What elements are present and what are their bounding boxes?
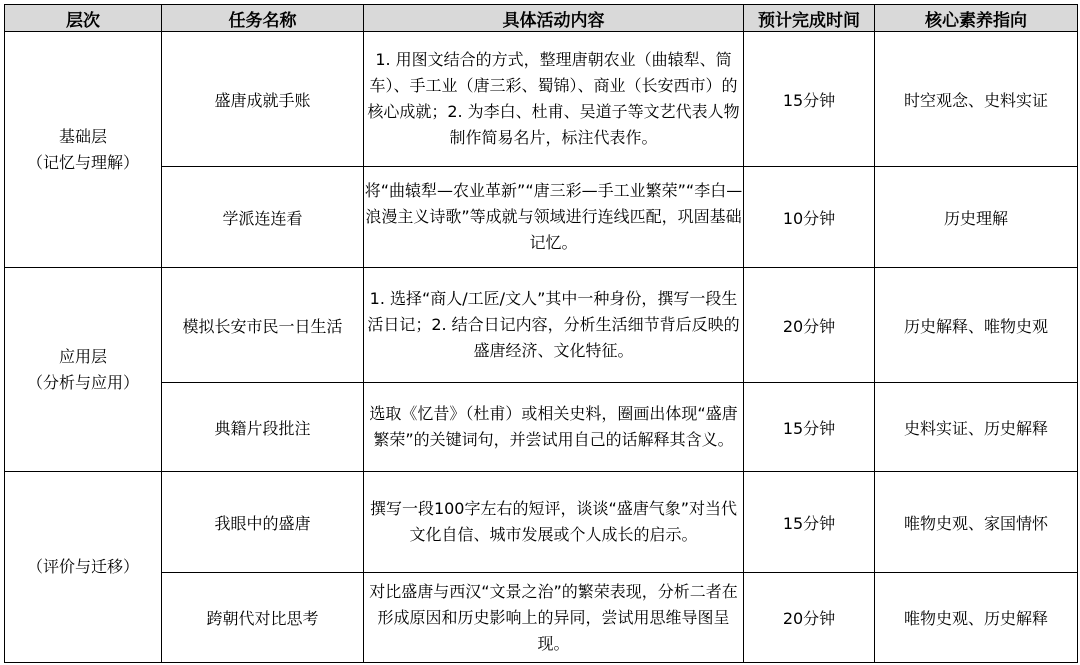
- level-description: （分析与应用）: [26, 372, 139, 392]
- core-literacy-cell: 唯物史观、历史解释: [875, 573, 1078, 663]
- core-literacy-cell: 时空观念、史料实证: [875, 32, 1078, 167]
- estimated-time-cell: 15分钟: [744, 472, 875, 573]
- table-header-row: [5, 5, 1078, 32]
- activity-table: [4, 4, 1078, 663]
- header-estimated-time: 预计完成时间: [744, 5, 875, 32]
- estimated-time-cell: 15分钟: [744, 32, 875, 167]
- table-row: [5, 268, 1078, 383]
- estimated-time-cell: 20分钟: [744, 268, 875, 383]
- level-description: （记忆与理解）: [26, 152, 139, 172]
- task-name-cell: 模拟长安市民一日生活: [162, 268, 364, 383]
- level-name: 基础层: [58, 126, 107, 146]
- header-activity-content: 具体活动内容: [364, 5, 744, 32]
- level-cell-basic: [5, 32, 162, 268]
- table-row: [5, 167, 1078, 268]
- estimated-time-cell: 20分钟: [744, 573, 875, 663]
- level-description: （评价与迁移）: [26, 557, 139, 576]
- activity-content-cell: 将“曲辕犁—农业革新”“唐三彩—手工业繁荣”“李白—浪漫主义诗歌”等成就与领域进行连线匹配，巩固基础记忆。: [364, 167, 744, 268]
- table-row: [5, 32, 1078, 167]
- core-literacy-cell: 历史理解: [875, 167, 1078, 268]
- task-name-cell: 我眼中的盛唐: [162, 472, 364, 573]
- activity-content-cell: 1. 选择“商人/工匠/文人”其中一种身份，撰写一段生活日记；2. 结合日记内容，分析生活细节背后反映的盛唐经济、文化特征。: [364, 268, 744, 383]
- table-row: [5, 383, 1078, 472]
- activity-content-cell: 选取《忆昔》（杜甫）或相关史料，圈画出体现“盛唐繁荣”的关键词句，并尝试用自己的话解释其含义。: [364, 383, 744, 472]
- task-name-cell: 盛唐成就手账: [162, 32, 364, 167]
- task-name-cell: 典籍片段批注: [162, 383, 364, 472]
- header-task-name: 任务名称: [162, 5, 364, 32]
- activity-content-cell: 1. 用图文结合的方式，整理唐朝农业（曲辕犁、筒车）、手工业（唐三彩、蜀锦）、商业（长安西市）的核心成就；2. 为李白、杜甫、吴道子等文艺代表人物制作简易名片，标注代表作。: [364, 32, 744, 167]
- task-name-cell: 跨朝代对比思考: [162, 573, 364, 663]
- level-name: 应用层: [58, 346, 107, 366]
- core-literacy-cell: 唯物史观、家国情怀: [875, 472, 1078, 573]
- header-core-literacy: 核心素养指向: [875, 5, 1078, 32]
- estimated-time-cell: 15分钟: [744, 383, 875, 472]
- activity-content-cell: 对比盛唐与西汉“文景之治”的繁荣表现，分析二者在形成原因和历史影响上的异同，尝试用思维导图呈现。: [364, 573, 744, 663]
- table-row: [5, 573, 1078, 663]
- estimated-time-cell: 10分钟: [744, 167, 875, 268]
- header-level: 层次: [5, 5, 162, 32]
- activity-content-cell: 撰写一段100字左右的短评，谈谈“盛唐气象”对当代文化自信、城市发展或个人成长的启示。: [364, 472, 744, 573]
- table-row: [5, 472, 1078, 573]
- task-name-cell: 学派连连看: [162, 167, 364, 268]
- level-cell-evaluation: [5, 472, 162, 663]
- core-literacy-cell: 史料实证、历史解释: [875, 383, 1078, 472]
- level-cell-application: [5, 268, 162, 472]
- core-literacy-cell: 历史解释、唯物史观: [875, 268, 1078, 383]
